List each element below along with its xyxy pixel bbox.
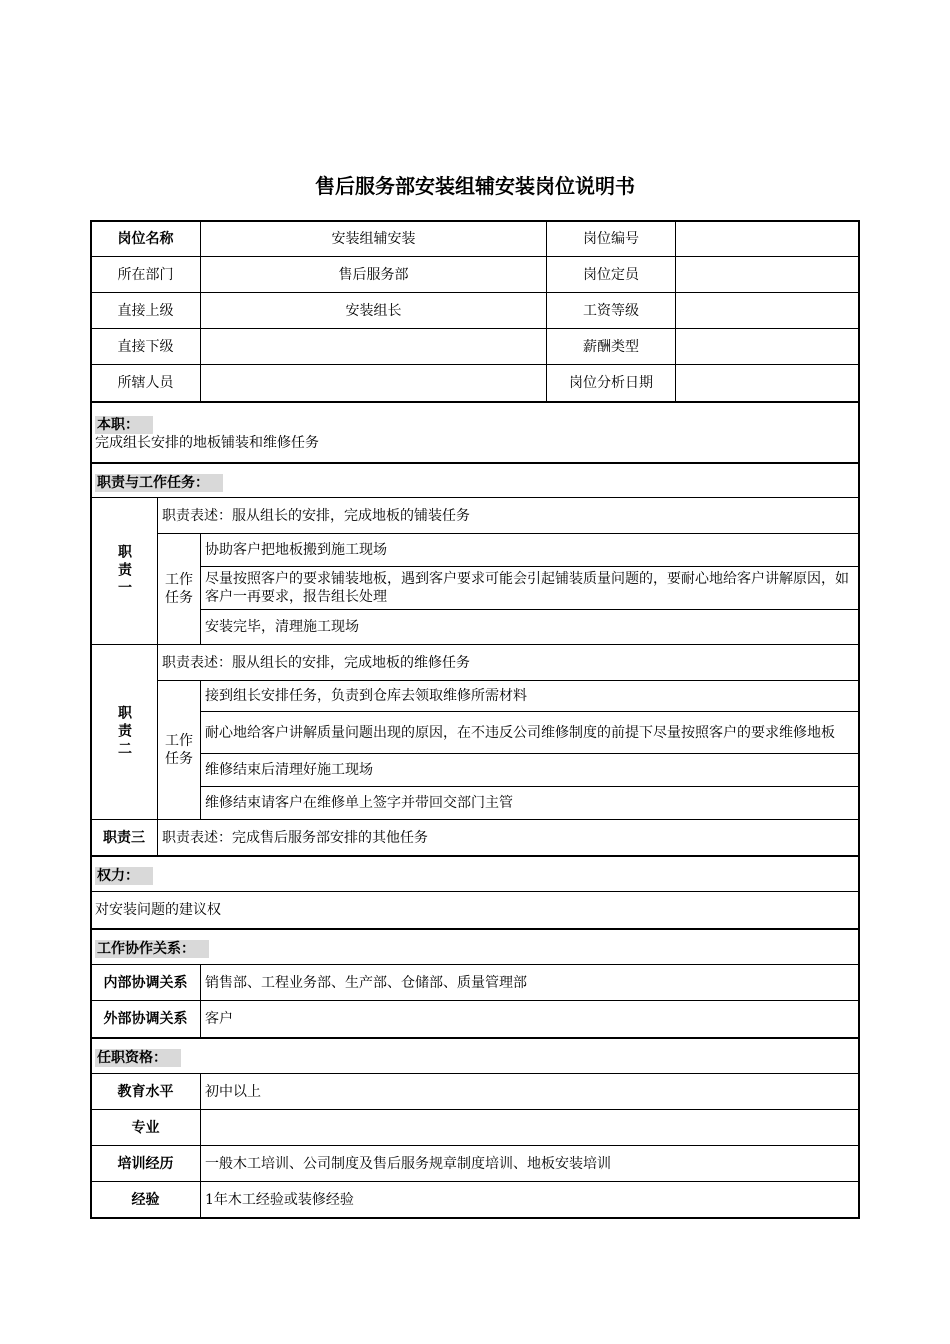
- value-department: 售后服务部: [200, 256, 547, 293]
- label-pay-type: 薪酬类型: [546, 328, 676, 365]
- duty-2-task-2: 耐心地给客户讲解质量问题出现的原因，在不违反公司维修制度的前提下尽量按照客户的要求维修地板: [200, 711, 860, 754]
- power-text: 对安装问题的建议权: [90, 891, 860, 929]
- value-staff: [200, 364, 547, 402]
- label-staff: 所辖人员: [90, 364, 201, 402]
- qualifications-section-header: [90, 1037, 860, 1074]
- qualifications-header-text: 任职资格：: [95, 1049, 181, 1067]
- value-headcount: [675, 256, 860, 293]
- duty-1-task-label: 工作任务: [157, 533, 201, 645]
- value-salary-grade: [675, 292, 860, 329]
- separator-line: [90, 401, 860, 403]
- label-direct-superior: 直接上级: [90, 292, 201, 329]
- label-position-code: 岗位编号: [546, 220, 676, 257]
- value-direct-superior: 安装组长: [200, 292, 547, 329]
- duty-1-task-3: 安装完毕，清理施工现场: [200, 609, 860, 645]
- relations-section-header: [90, 928, 860, 965]
- label-direct-subordinate: 直接下级: [90, 328, 201, 365]
- training-label: 培训经历: [90, 1145, 201, 1182]
- duty-1-label: [90, 497, 158, 645]
- separator-line: [90, 462, 860, 464]
- page-title: 售后服务部安装组辅安装岗位说明书: [315, 174, 635, 198]
- label-position-name: 岗位名称: [90, 220, 201, 257]
- duty-2-label-text: 职责二: [116, 705, 132, 759]
- value-direct-subordinate: [200, 328, 547, 365]
- external-relations-value: 客户: [200, 1000, 860, 1038]
- training-value: 一般木工培训、公司制度及售后服务规章制度培训、地板安装培训: [200, 1145, 860, 1182]
- duty-1-description: 职责表述：服从组长的安排，完成地板的铺装任务: [157, 497, 860, 534]
- label-analysis-date: 岗位分析日期: [546, 364, 676, 402]
- internal-relations-value: 销售部、工程业务部、生产部、仓储部、质量管理部: [200, 964, 860, 1001]
- relations-header-text: 工作协作关系：: [95, 940, 209, 958]
- education-value: 初中以上: [200, 1073, 860, 1110]
- experience-label: 经验: [90, 1181, 201, 1219]
- main-duty-header: 本职：: [95, 416, 153, 434]
- label-salary-grade: 工资等级: [546, 292, 676, 329]
- duty-2-task-3: 维修结束后清理好施工现场: [200, 753, 860, 787]
- job-description-table: [90, 220, 860, 1219]
- duties-header-text: 职责与工作任务：: [95, 474, 223, 492]
- main-duty-text: 完成组长安排的地板铺装和维修任务: [95, 435, 319, 451]
- duty-3-description: 职责表述：完成售后服务部安排的其他任务: [157, 819, 860, 856]
- external-relations-label: 外部协调关系: [90, 1000, 201, 1038]
- value-analysis-date: [675, 364, 860, 402]
- duty-1-task-2: 尽量按照客户的要求铺装地板，遇到客户要求可能会引起铺装质量问题的，要耐心地给客户讲解原因，如客户一再要求，报告组长处理: [200, 566, 860, 610]
- duty-2-description: 职责表述：服从组长的安排，完成地板的维修任务: [157, 644, 860, 681]
- major-label: 专业: [90, 1109, 201, 1146]
- power-header-text: 权力：: [95, 867, 153, 885]
- major-value: [200, 1109, 860, 1146]
- duty-2-task-1: 接到组长安排任务，负责到仓库去领取维修所需材料: [200, 680, 860, 712]
- label-department: 所在部门: [90, 256, 201, 293]
- separator-line: [90, 928, 860, 930]
- duty-1-task-1: 协助客户把地板搬到施工现场: [200, 533, 860, 567]
- duty-2-label: [90, 644, 158, 820]
- duty-2-task-label: 工作任务: [157, 680, 201, 820]
- value-position-code: [675, 220, 860, 257]
- duties-section-header: [90, 462, 860, 498]
- duty-2-task-4: 维修结束请客户在维修单上签字并带回交部门主管: [200, 786, 860, 820]
- internal-relations-label: 内部协调关系: [90, 964, 201, 1001]
- experience-value: 1年木工经验或装修经验: [200, 1181, 860, 1219]
- main-duty-section: [90, 401, 860, 463]
- value-position-name: 安装组辅安装: [200, 220, 547, 257]
- duty-3-label: 职责三: [90, 819, 158, 856]
- duty-1-label-text: 职责一: [116, 544, 132, 598]
- separator-line: [90, 855, 860, 857]
- value-pay-type: [675, 328, 860, 365]
- separator-line: [90, 1037, 860, 1039]
- label-headcount: 岗位定员: [546, 256, 676, 293]
- education-label: 教育水平: [90, 1073, 201, 1110]
- power-section-header: [90, 855, 860, 892]
